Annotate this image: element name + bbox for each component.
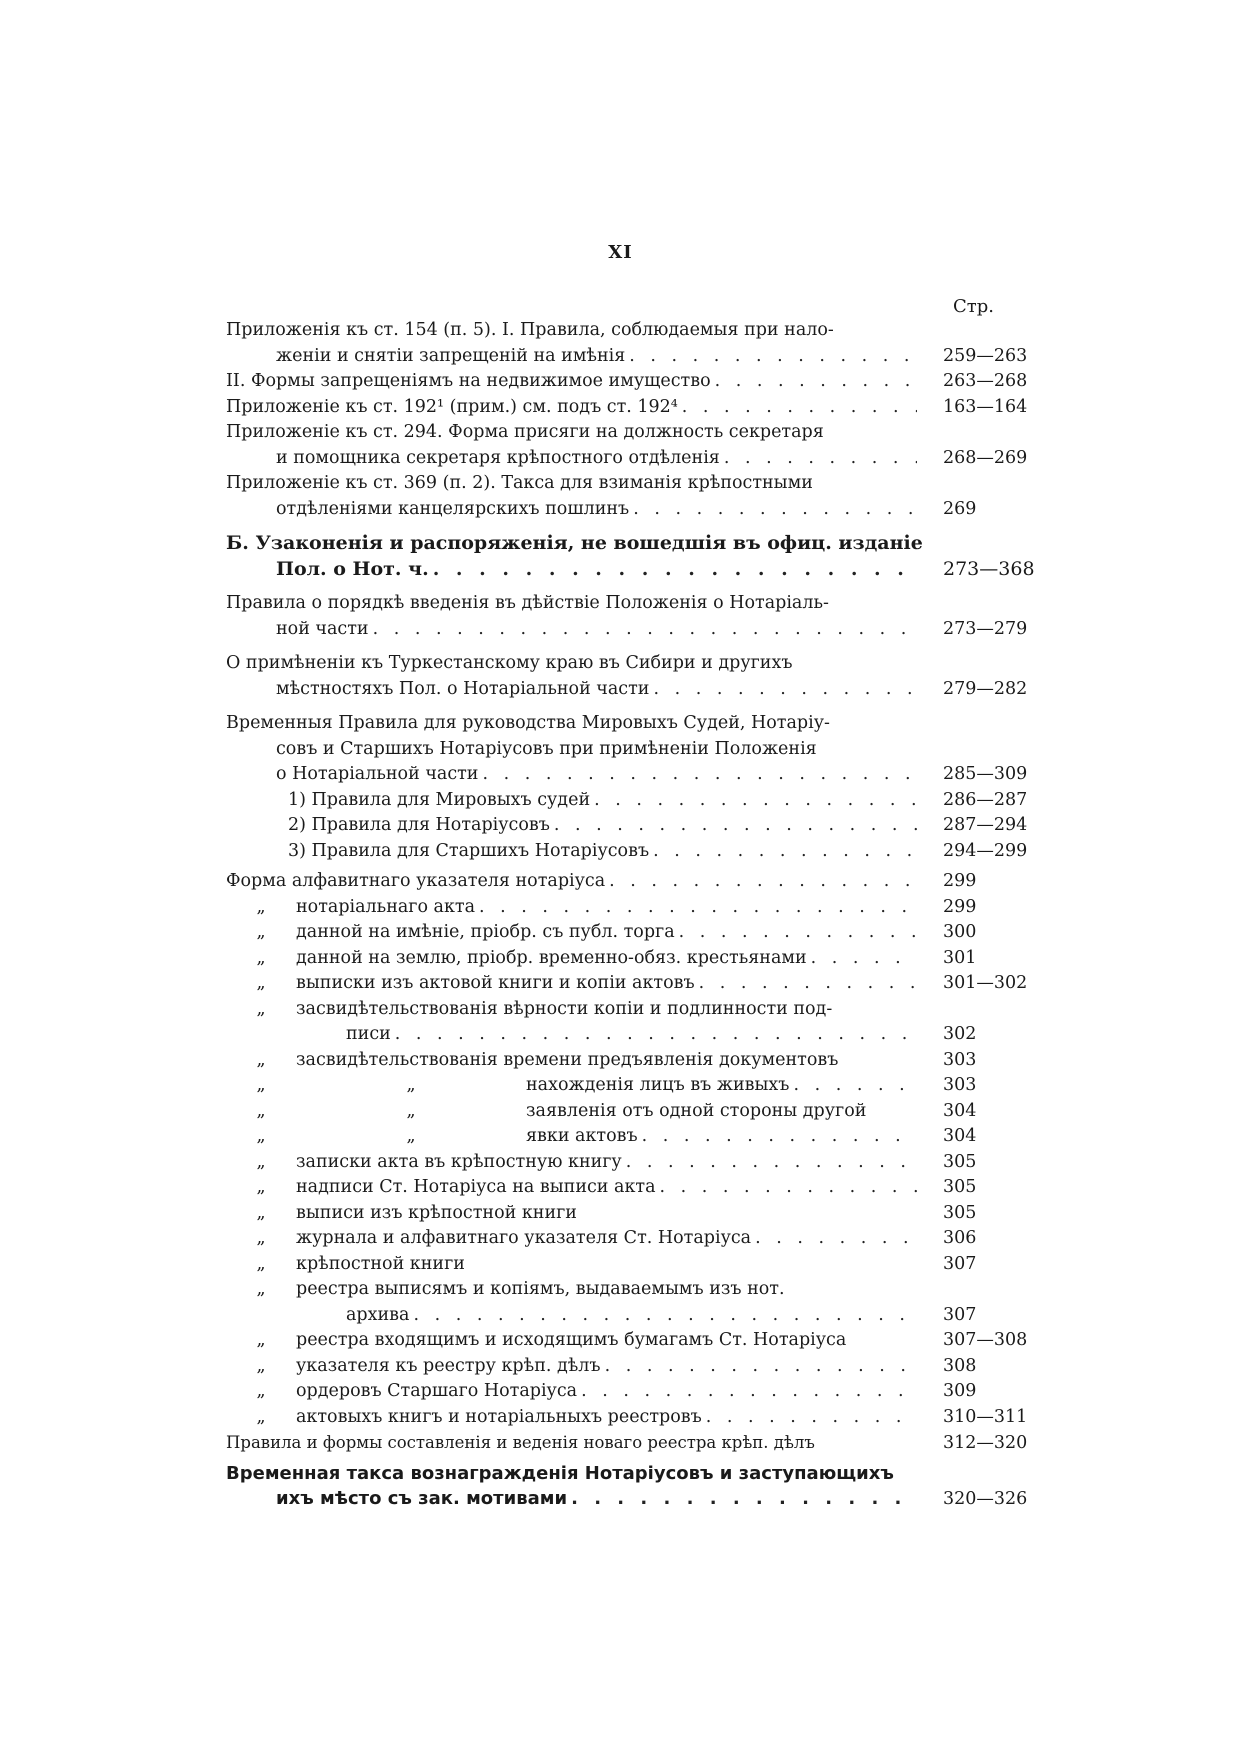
leader-dots (413, 1303, 917, 1329)
leader-dots (660, 1175, 917, 1201)
entry-page: 302 (943, 1024, 977, 1044)
entry-page: 305 (943, 1151, 977, 1172)
entry-text: Правила и формы составленія и веденія новаго реестра крѣп. дѣлъ (226, 1433, 815, 1452)
leader-dots (395, 1022, 917, 1048)
entry-page: 259—263 (943, 345, 1028, 366)
leader-dots (373, 617, 917, 643)
page-column-header: Стр. (953, 296, 994, 317)
toc-entry (226, 1201, 1016, 1227)
entry-text: 2) Правила для Нотаріусовъ (288, 815, 550, 835)
entry-page: 320—326 (943, 1489, 1028, 1509)
entry-page: 299 (943, 896, 977, 917)
toc-entry (226, 677, 1028, 703)
ditto-mark: „ (256, 1406, 266, 1427)
entry-text: Б. Узаконенія и распоряженія, не вошедшія въ офиц. изданіе (226, 532, 923, 554)
ditto-mark: „ (406, 1100, 416, 1121)
toc-entry (226, 1277, 1016, 1303)
toc-entry (226, 1354, 1016, 1380)
entry-page: 273—368 (943, 557, 1035, 580)
entry-text: Приложенія къ ст. 154 (п. 5). I. Правила, соблюдаемыя при нало- (226, 320, 834, 340)
entry-page: 300 (943, 922, 977, 942)
leader-dots (594, 788, 917, 814)
toc-entry (226, 1252, 1016, 1278)
entry-page: 263—268 (943, 371, 1028, 391)
entry-text: засвидѣтельствованія вѣрности копіи и подлинности под- (296, 998, 833, 1019)
entry-text: надписи Ст. Нотаріуса на выписи акта (296, 1177, 656, 1197)
ditto-mark: „ (256, 922, 266, 942)
entry-page: 307 (943, 1304, 977, 1325)
entry-page: 307—308 (943, 1330, 1028, 1350)
entry-page: 273—279 (943, 618, 1028, 639)
entry-text: архива (346, 1304, 410, 1325)
toc-entry (226, 737, 1016, 763)
ditto-mark: „ (256, 1049, 266, 1070)
toc-entry (226, 997, 1016, 1023)
entry-page: 301—302 (943, 973, 1028, 993)
entry-text: писи (346, 1024, 391, 1044)
entry-page: 294—299 (943, 840, 1028, 861)
toc-entry (226, 971, 1028, 997)
toc-entry (226, 591, 1016, 617)
toc-entry (226, 651, 1016, 677)
entry-page: 304 (943, 1126, 977, 1146)
toc-section-heading (226, 557, 1035, 583)
toc-entry (226, 839, 1028, 865)
toc-entry (226, 344, 1028, 370)
toc-entry (226, 420, 1016, 446)
ditto-mark: „ (256, 1279, 266, 1299)
ditto-mark: „ (256, 1177, 266, 1197)
toc-section-heading (226, 531, 1016, 557)
toc-entry (226, 762, 1028, 788)
entry-page: 308 (943, 1355, 977, 1376)
entry-page: 303 (943, 1049, 977, 1070)
leader-dots (653, 839, 917, 865)
entry-text: реестра выписямъ и копіямъ, выдаваемымъ изъ нот. (296, 1279, 785, 1299)
leader-dots (554, 813, 917, 839)
toc-section-heading (226, 1461, 1016, 1487)
entry-text: записки акта въ крѣпостную книгу (296, 1151, 622, 1172)
toc-entry (226, 788, 1028, 814)
ditto-mark: „ (256, 1202, 266, 1223)
ditto-mark: „ (256, 1151, 266, 1172)
toc-entry (226, 1073, 1016, 1099)
toc-entry (226, 1430, 1028, 1456)
leader-dots (706, 1405, 917, 1431)
leader-dots (571, 1486, 917, 1512)
leader-dots (811, 946, 917, 972)
toc-entry (226, 446, 1028, 472)
toc-entry (226, 1124, 1016, 1150)
leader-dots (755, 1226, 917, 1252)
entry-text: Форма алфавитнаго указателя нотаріуса (226, 871, 606, 891)
entry-page: 306 (943, 1228, 977, 1248)
ditto-mark: „ (406, 1126, 416, 1146)
entry-page: 305 (943, 1177, 977, 1197)
toc-entry (226, 1226, 1016, 1252)
entry-text: о Нотаріальной части (276, 764, 479, 784)
entry-text: данной на землю, пріобр. временно-обяз. крестьянами (296, 947, 807, 968)
toc-entry (226, 1328, 1028, 1354)
entry-text: журнала и алфавитнаго указателя Ст. Нотаріуса (296, 1228, 752, 1248)
ditto-mark: „ (256, 1355, 266, 1376)
entry-text: 1) Правила для Мировыхъ судей (288, 789, 591, 810)
entry-page: 303 (943, 1075, 977, 1095)
toc-entry (226, 471, 1016, 497)
entry-page: 279—282 (943, 678, 1028, 699)
leader-dots (482, 762, 917, 788)
entry-text: отдѣленіями канцелярскихъ пошлинъ (276, 498, 630, 519)
ditto-mark: „ (256, 1126, 266, 1146)
entry-text: Приложеніе къ ст. 192¹ (прим.) см. подъ ст. 192⁴ (226, 396, 678, 417)
entry-text: мѣстностяхъ Пол. о Нотаріальной части (276, 678, 650, 699)
entry-text: заявленія отъ одной стороны другой (526, 1100, 867, 1121)
ditto-mark: „ (256, 998, 266, 1019)
ditto-mark: „ (256, 1100, 266, 1121)
entry-text: нахожденія лицъ въ живыхъ (526, 1075, 790, 1095)
entry-text: Пол. о Нот. ч. (276, 557, 429, 580)
leader-dots (581, 1379, 917, 1405)
entry-text: выписки изъ актовой книги и копіи актовъ (296, 973, 695, 993)
entry-text: явки актовъ (526, 1126, 638, 1146)
leader-dots (682, 395, 917, 421)
toc-entry (226, 711, 1016, 737)
ditto-mark: „ (256, 973, 266, 993)
ditto-mark: „ (256, 1228, 266, 1248)
entry-text: крѣпостной книги (296, 1253, 465, 1274)
entry-text: женіи и снятіи запрещеній на имѣнія (276, 345, 626, 366)
table-of-contents (226, 318, 1035, 1512)
toc-section-heading (226, 1486, 1028, 1512)
entry-text: Приложеніе къ ст. 369 (п. 2). Такса для взиманія крѣпостными (226, 473, 813, 493)
leader-dots (724, 446, 917, 472)
entry-page: 304 (943, 1100, 977, 1121)
entry-text: данной на имѣніе, пріобр. съ публ. торга (296, 922, 675, 942)
entry-text: ихъ мѣсто съ зак. мотивами (276, 1488, 568, 1509)
leader-dots (609, 869, 917, 895)
toc-entry (226, 1022, 1016, 1048)
entry-text: Правила о порядкѣ введенія въ дѣйствіе Положенія о Нотаріаль- (226, 593, 829, 613)
leader-dots (679, 920, 917, 946)
toc-entry (226, 1150, 1016, 1176)
toc-entry (226, 1175, 1016, 1201)
entry-text: 3) Правила для Старшихъ Нотаріусовъ (288, 840, 650, 861)
toc-entry (226, 497, 1016, 523)
entry-page: 163—164 (943, 396, 1028, 417)
entry-text: О примѣненіи къ Туркестанскому краю въ Сибири и другихъ (226, 653, 793, 673)
leader-dots (633, 497, 917, 523)
entry-page: 286—287 (943, 789, 1028, 810)
ditto-mark: „ (256, 1330, 266, 1350)
entry-text: и помощника секретаря крѣпостного отдѣленія (276, 447, 720, 468)
entry-text: засвидѣтельствованія времени предъявленія документовъ (296, 1049, 839, 1070)
toc-entry (226, 395, 1028, 421)
entry-page: 307 (943, 1253, 977, 1274)
entry-page: 301 (943, 947, 977, 968)
toc-entry (226, 318, 1016, 344)
entry-page: 312—320 (943, 1433, 1028, 1453)
leader-dots (433, 557, 917, 583)
toc-entry (226, 946, 1016, 972)
entry-text: нотаріальнаго акта (296, 896, 476, 917)
toc-entry (226, 813, 1028, 839)
ditto-mark: „ (406, 1075, 416, 1095)
ditto-mark: „ (256, 1075, 266, 1095)
entry-page: 269 (943, 498, 977, 519)
page-number: XI (608, 242, 633, 263)
leader-dots (626, 1150, 917, 1176)
entry-text: реестра входящимъ и исходящимъ бумагамъ Ст. Нотаріуса (296, 1330, 847, 1350)
entry-text: Временныя Правила для руководства Мировыхъ Судей, Нотаріу- (226, 713, 830, 733)
ditto-mark: „ (256, 947, 266, 968)
ditto-mark: „ (256, 896, 266, 917)
leader-dots (699, 971, 917, 997)
entry-text: Приложеніе къ ст. 294. Форма присяги на должность секретаря (226, 422, 824, 442)
entry-text: актовыхъ книгъ и нотаріальныхъ реестровъ (296, 1406, 702, 1427)
toc-entry (226, 1099, 1016, 1125)
entry-text: Временная такса вознагражденія Нотаріусовъ и заступающихъ (226, 1462, 894, 1484)
entry-page: 305 (943, 1202, 977, 1223)
entry-text: II. Формы запрещеніямъ на недвижимое имущество (226, 371, 711, 391)
ditto-mark: „ (256, 1381, 266, 1401)
toc-entry (226, 1405, 1028, 1431)
entry-page: 287—294 (943, 815, 1028, 835)
toc-entry (226, 869, 1016, 895)
toc-entry (226, 617, 1028, 643)
leader-dots (715, 369, 917, 395)
toc-entry (226, 1379, 1016, 1405)
entry-page: 310—311 (943, 1406, 1028, 1427)
entry-text: ордеровъ Старшаго Нотаріуса (296, 1381, 578, 1401)
toc-entry (226, 1303, 1016, 1329)
leader-dots (629, 344, 917, 370)
toc-entry (226, 895, 1016, 921)
entry-text: совъ и Старшихъ Нотаріусовъ при примѣненіи Положенія (276, 738, 817, 759)
ditto-mark: „ (256, 1253, 266, 1274)
toc-entry (226, 920, 1016, 946)
entry-text: ной части (276, 618, 369, 639)
entry-text: выписи изъ крѣпостной книги (296, 1202, 577, 1223)
toc-entry (226, 369, 1028, 395)
leader-dots (605, 1354, 917, 1380)
leader-dots (653, 677, 917, 703)
leader-dots (793, 1073, 917, 1099)
toc-entry (226, 1048, 1016, 1074)
entry-page: 285—309 (943, 764, 1028, 784)
entry-page: 299 (943, 871, 977, 891)
entry-page: 268—269 (943, 447, 1028, 468)
entry-text: указателя къ реестру крѣп. дѣлъ (296, 1355, 601, 1376)
leader-dots (642, 1124, 917, 1150)
leader-dots (479, 895, 917, 921)
entry-page: 309 (943, 1381, 977, 1401)
